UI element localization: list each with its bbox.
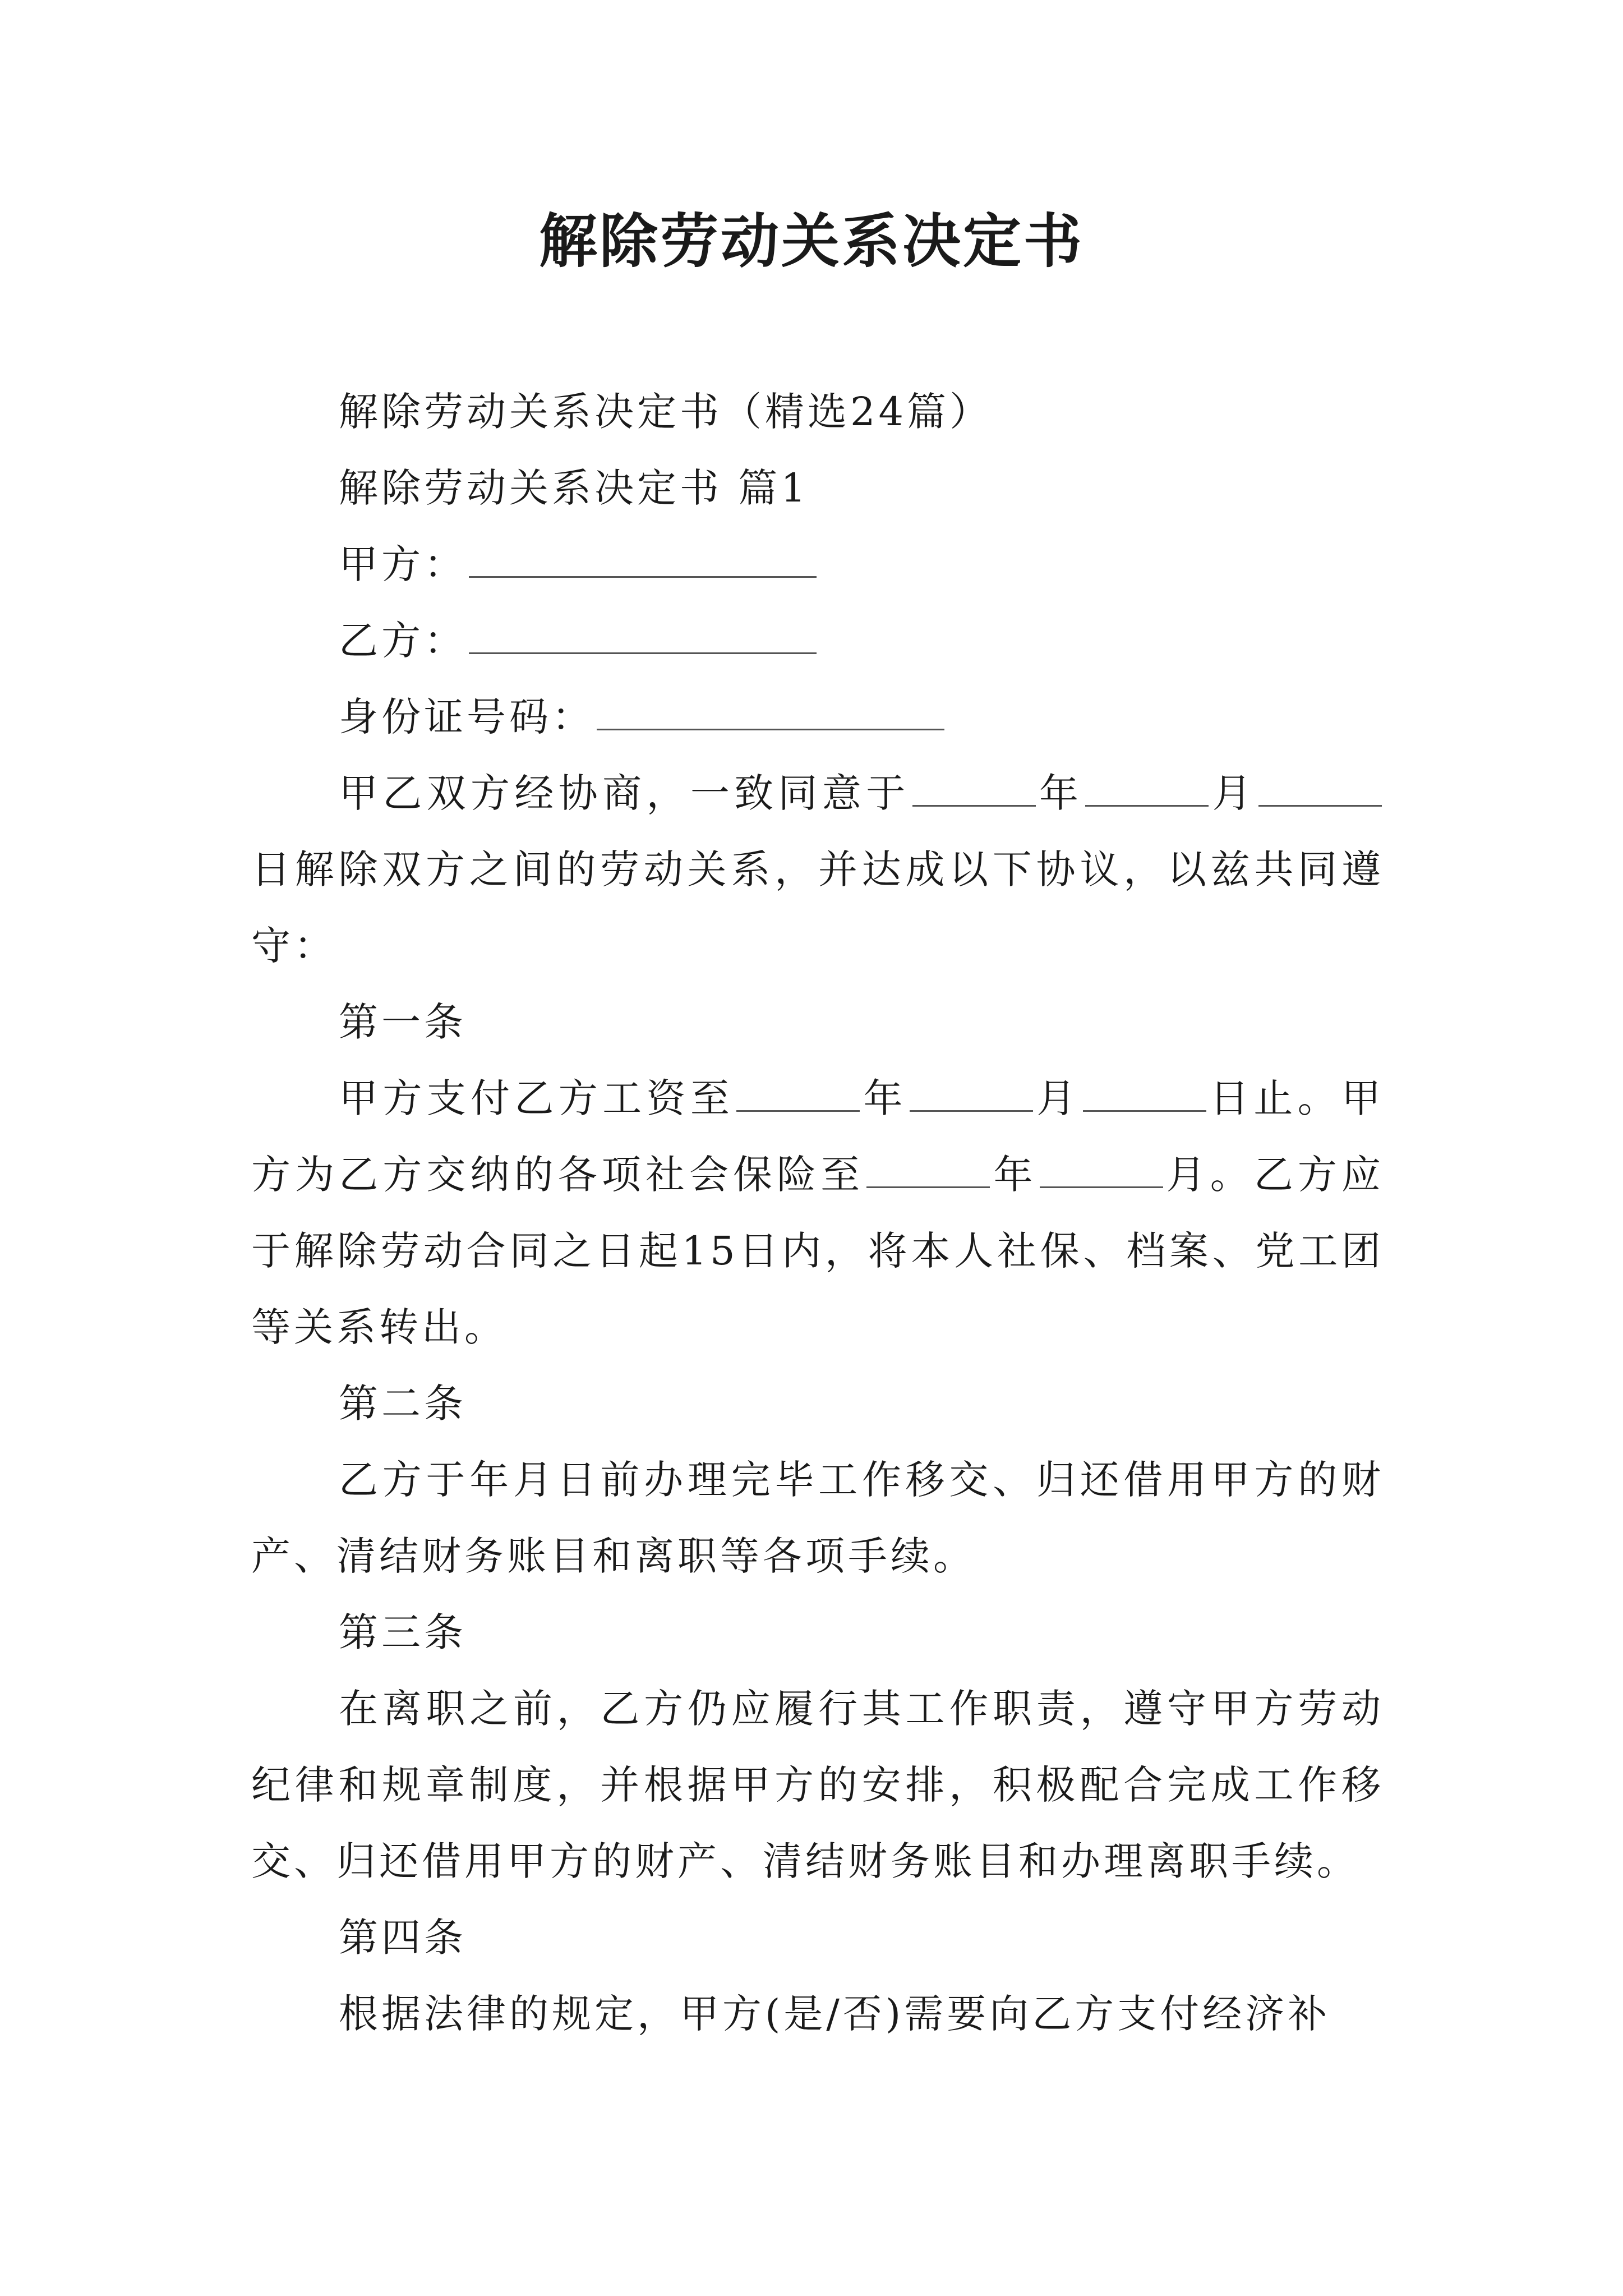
article-1-heading: 第一条 [339, 999, 467, 1045]
intro-day-blank [1258, 771, 1382, 807]
article-1-month2-blank [1040, 1153, 1163, 1188]
article-4-paragraph: 根据法律的规定，甲方(是/否)需要向乙方支付经济补 [339, 1991, 1331, 2037]
party-a-blank [469, 542, 817, 578]
article-3-paragraph: 在离职之前，乙方仍应履行其工作职责，遵守甲方劳动纪律和规章制度，并根据甲方的安排，积极配合完成工作移交、归还借用甲方的财产、清结财务账目和办理离职手续。 [251, 1686, 1384, 1884]
intro-paragraph [251, 755, 1384, 984]
id-label: 身份证号码： [339, 694, 594, 740]
article-1-paragraph [251, 1060, 1384, 1365]
article-1-year2-blank [866, 1153, 990, 1188]
article-1-month: 月 [1035, 1075, 1081, 1121]
article-1-day-blank [1083, 1076, 1206, 1112]
article-1-year-blank [736, 1076, 860, 1112]
document-title: 解除劳动关系决定书 [538, 206, 1084, 275]
intro-month: 月 [1211, 770, 1257, 816]
article-1-year: 年 [862, 1075, 907, 1121]
article-1-month-blank [910, 1076, 1033, 1112]
intro-month-blank [1085, 771, 1209, 807]
section-heading: 解除劳动关系决定书 篇1 [339, 465, 809, 511]
id-line [251, 679, 1384, 755]
article-1-text-1: 甲方支付乙方工资至 [339, 1075, 735, 1121]
article-2-paragraph: 乙方于年月日前办理完毕工作移交、归还借用甲方的财产、清结财务账目和离职等各项手续。 [251, 1457, 1384, 1579]
subtitle: 解除劳动关系决定书（精选24篇） [339, 389, 993, 435]
intro-year-blank [912, 771, 1036, 807]
article-1-text-2: 日止。甲方为乙方交纳的各项社会保险至 [251, 1075, 1385, 1198]
article-2-heading: 第二条 [339, 1381, 467, 1427]
intro-year: 年 [1038, 770, 1083, 816]
party-b-line [251, 602, 1384, 679]
article-4-heading: 第四条 [339, 1915, 467, 1961]
party-b-blank [469, 619, 817, 654]
document-body [251, 374, 1384, 2052]
article-1-year2: 年 [992, 1152, 1038, 1198]
article-3-heading: 第三条 [339, 1609, 467, 1655]
party-a-line [251, 526, 1384, 602]
party-a-label: 甲方： [339, 541, 467, 587]
id-blank [597, 695, 944, 730]
intro-text-2: 日解除双方之间的劳动关系，并达成以下协议，以兹共同遵守： [251, 846, 1384, 969]
article-1-text-3: 月。乙方应于解除劳动合同之日起15日内，将本人社保、档案、党工团等关系转出。 [251, 1152, 1385, 1350]
party-b-label: 乙方： [339, 618, 467, 664]
intro-text-1: 甲乙双方经协商，一致同意于 [339, 770, 910, 816]
